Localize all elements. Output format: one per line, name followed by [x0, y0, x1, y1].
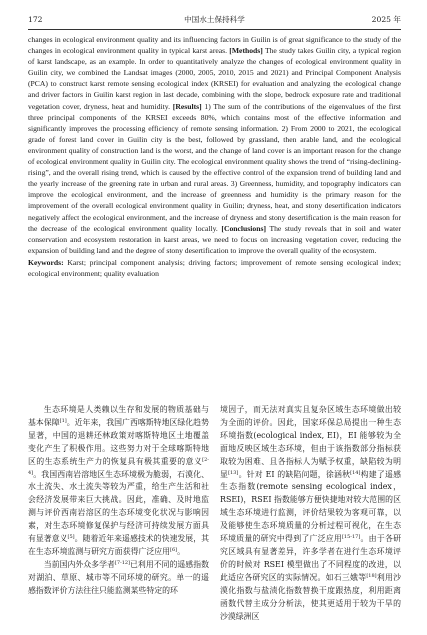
abstract-text-segment: 1) The sum of the contributions of the eigenvalues of the first three principal components of the KRSEI exceeds 80%, which contains most of the effective information and significantly improves the processing efficiency of remote sensing information. 2) From 2000 to 2021, the ecological grade of forest land cover in Guilin city is the best, followed by grassland, then arable land, and the ecological environment quality of construction land is the worst, and the change of land cover is an important reason for the change of ecological environment quality in Guilin city. The ecological environment quality shows the trend of “rising-declining-rising”, and the overall rising trend, which is caused by the effective control of the expansion trend of building land and the yearly increase of the greening rate in urban and rural areas. 3) Greenness, humidity, and topography indicators can improve the ecological environment, and the increase of greenness and humidity is the primary reason for the improvement of the overall ecological environment quality in Guilin; dryness, heat, and stony desertification indicators negatively affect the ecological environment, and the increase of dryness and stony desertification is the main reason for the decrease of the ecological environment quality locally.	[28, 101, 402, 233]
body-paragraph	[220, 404, 401, 623]
citation-ref: [6]	[170, 546, 178, 553]
body-text-segment: 构建了遥感生态指数(remote sensing ecological index，RSEI)，RSEI 指数能够方便快捷地对较大范围的区域生态环境进行监测，评价结果较为客观可靠，以及能够使生态环境质量的分析过程可视化，在生态环境质量的研究中得到了广泛应用	[220, 469, 401, 544]
citation-ref: [1]	[59, 417, 67, 424]
keywords-text: Karst; principal component analysis; driving factors; improvement of remote sensing ecological index; ecological environment; quality evaluation	[28, 257, 401, 278]
page-number: 172	[28, 15, 43, 24]
citation-ref: [18]	[366, 572, 377, 579]
abstract-section-label: [Results]	[172, 101, 202, 111]
citation-ref: [15-17]	[341, 534, 361, 541]
header-rule	[28, 29, 401, 30]
abstract-section-label: [Methods]	[229, 46, 263, 56]
abstract-text-segment: changes in ecological environment quality and its influencing factors in Guilin is of great significance to the study of the changes in ecological environment quality in typical karst areas.	[28, 35, 401, 56]
citation-ref: [2-4]	[28, 456, 209, 476]
abstract-paragraph	[28, 34, 401, 256]
body-text-segment: 境因子，而无法对真实且复杂区域生态环境做出较为全面的评价。因此，国家环保总局提出一种生态环境指数(ecological index, EI)，EI 能够较为全面地反映区域生态环境，但由于该指数部分指标获取较为困难、且各指标人为赋予权重，缺陷较为明显	[220, 405, 401, 479]
body-text-segment: 。由于各研究区域具有显著差异，许多学者在进行生态环境评价的时候对 RSEI 模型做出了不同程度的改进，以此适应各研究区的实际情况。如石三娥等	[220, 534, 401, 582]
body-column-right	[220, 404, 401, 623]
running-header	[28, 14, 401, 26]
body-column-left	[28, 404, 209, 598]
body-paragraph	[28, 559, 209, 598]
body-text-segment: 当前国内外众多学者	[43, 559, 115, 569]
body-paragraph	[28, 404, 209, 559]
keywords-label: Keywords:	[28, 257, 64, 267]
body-text-segment: 。我国西南岩溶地区生态环境极为脆弱，石漠化、水土流失、水土流失等较为严重，给生产生活和社会经济发展带来巨大挑战。因此，准确、及时地监测与评价西南岩溶区的生态环境变化状况与影响因素，对生态环境修复保护与经济可持续发展方面具有显著意义	[28, 469, 209, 544]
keywords-line	[28, 257, 401, 279]
header-year: 2025 年	[371, 15, 401, 24]
body-columns	[28, 404, 401, 632]
journal-name: 中国水土保持科学	[184, 15, 245, 24]
body-text-segment: 生态环境是人类赖以生存和发展的物质基础与基本保障	[28, 405, 209, 427]
body-text-segment: 。	[177, 546, 186, 556]
abstract-section-label: [Conclusions]	[221, 223, 266, 233]
body-text-segment: 。针对 EI 的缺陷问题，徐涵秋	[238, 469, 351, 479]
citation-ref: [5]	[67, 534, 75, 541]
citation-ref: [7-12]	[114, 559, 131, 566]
abstract-text-segment: The study reveals that in soil and water conservation and ecosystem restoration in karst areas, we need to focus on increasing vegetation cover, reducing the expansion of building land and the degree of stony desertification to improve the overall quality of the ecosystem.	[28, 223, 402, 255]
abstract-text-segment: The study takes Guilin city, a typical region of karst landscape, as an example. In order to quantitatively analyze the changes of ecological environment quality in Guilin city, we combined the Landsat images (2000, 2005, 2010, 2015 and 2021) and Principal Component Analysis (PCA) to construct karst remote sensing ecological index (KRSEI) for evaluation and analyzing the ecological change and driver factors in Guilin karst region in last decade, combining with the slope, bedrock exposure rate and traditional vegetation cover, dryness, heat and humidity.	[28, 46, 401, 111]
citation-ref: [13]	[228, 469, 239, 476]
english-abstract	[28, 34, 401, 279]
citation-ref: [14]	[350, 469, 361, 476]
body-text-segment: 利用沙漠化指数与盐渍化指数替换干度跟热度，利用距离函数代替主成分分析法，使其更适用于较为干旱的沙漠绿洲区	[220, 572, 401, 621]
body-text-segment: 。近年来，我国广西喀斯特地区绿化趋势显著，中国的退耕还林政策对喀斯特地区土地覆盖变化产生了积极作用。这些努力对于全球喀斯特地区的生态系统生产力的恢复具有极其重要的意义	[28, 417, 209, 466]
body-text-segment: 。随着近年来遥感技术的快速发展，其在生态环境监测与研究方面获得广泛应用	[28, 534, 209, 556]
body-text-segment: 已利用不同的遥感指数对湖泊、草原、城市等不同环境的研究。单一的遥感指数评价方法往往只能监测某些特定的环	[28, 559, 209, 595]
